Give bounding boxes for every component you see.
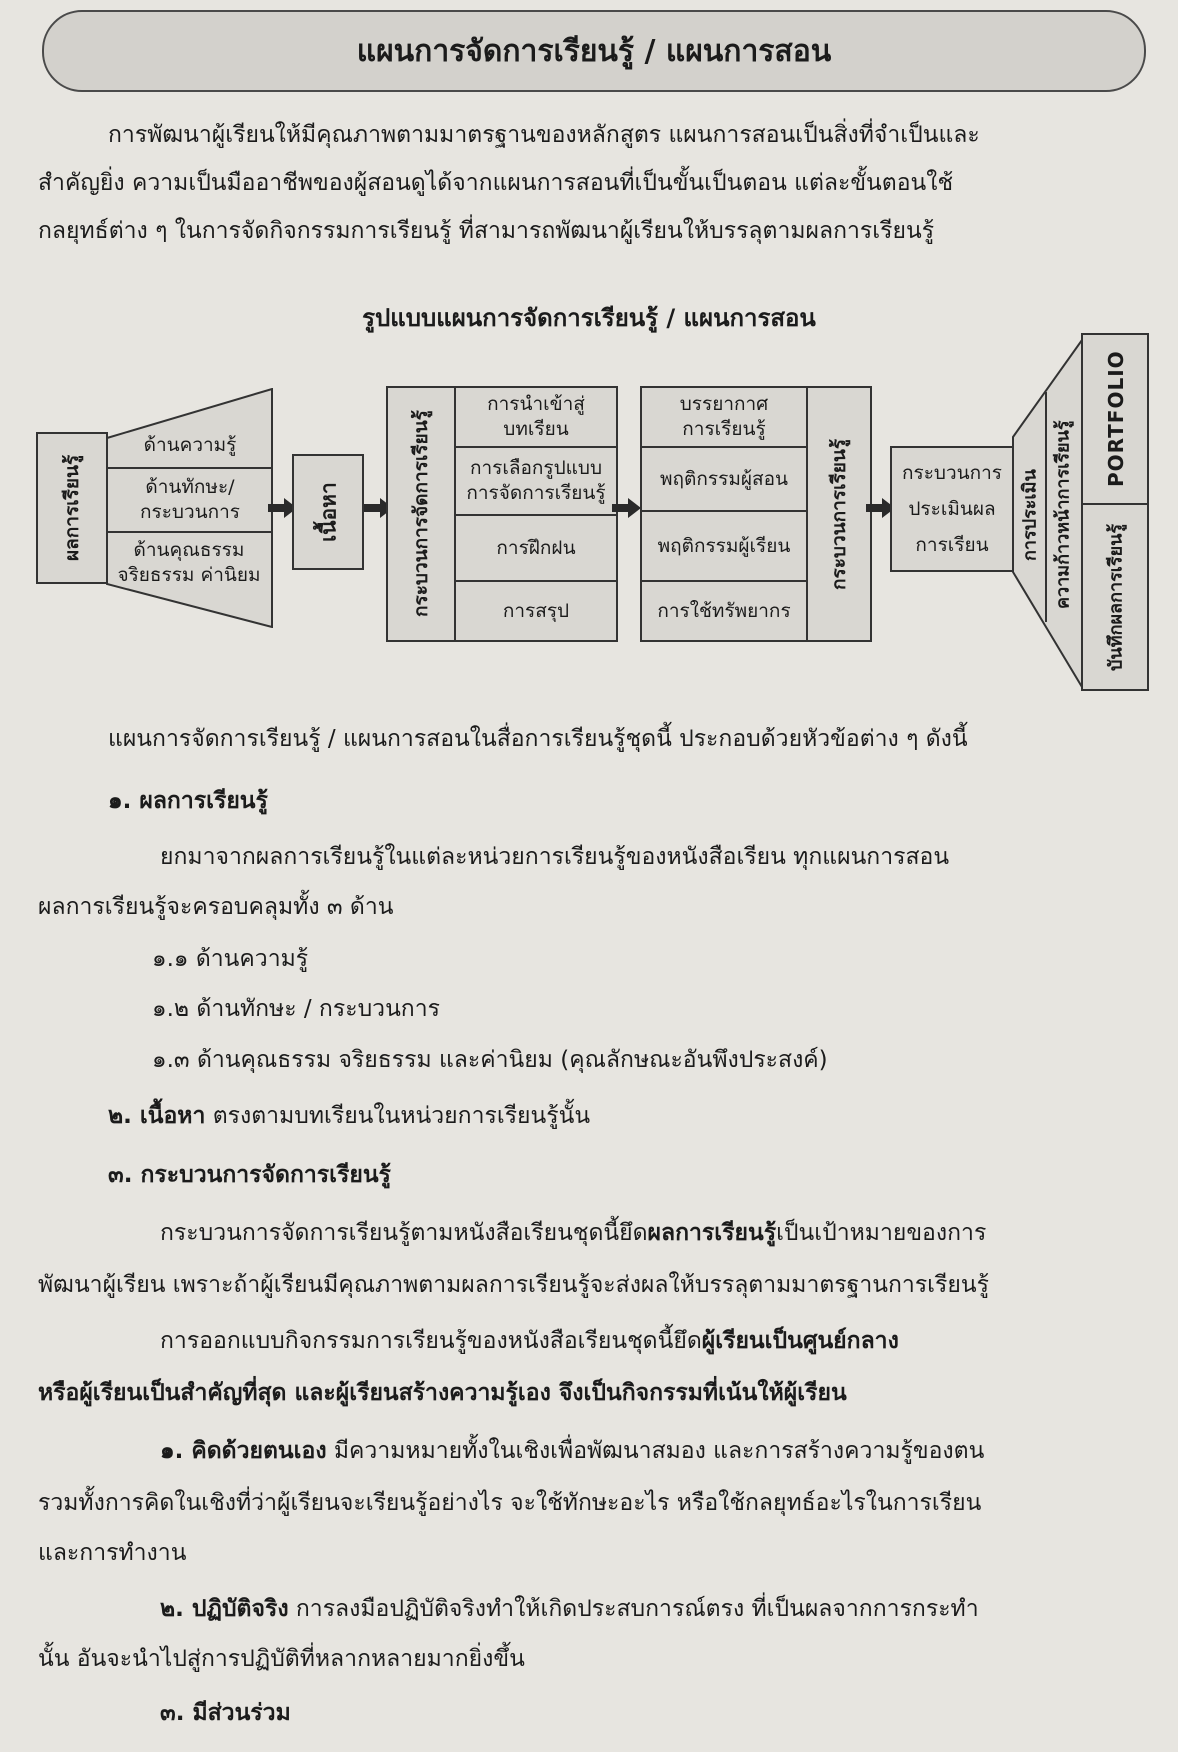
section-3-heading: ๓. กระบวนการจัดการเรียนรู้	[108, 1162, 391, 1188]
section-3-p1-line2: พัฒนาผู้เรียน เพราะถ้าผู้เรียนมีคุณภาพตามผลการเรียนรู้จะส่งผลให้บรรลุตามมาตรฐานการเรียนรู้	[38, 1272, 989, 1298]
page-title-box	[42, 10, 1146, 92]
progress-label: ความก้าวหน้าการเรียนรู้	[1052, 420, 1074, 610]
section-3-sub1-head: ๑. คิดด้วยตนเอง	[160, 1438, 327, 1464]
section-3-sub1-line3: และการทำงาน	[38, 1540, 187, 1566]
content-box	[292, 454, 364, 570]
outcome-skills: ด้านทักษะ/ กระบวนการ	[139, 476, 240, 523]
section-2-heading: ๒. เนื้อหา	[108, 1103, 206, 1129]
outcome-ethics: ด้านคุณธรรม จริยธรรม ค่านิยม	[117, 539, 261, 586]
learning-teacher-behavior: พฤติกรรมผู้สอน	[660, 467, 788, 490]
section-3-p2-a: การออกแบบกิจกรรมการเรียนรู้ของหนังสือเรียนชุดนี้ยึด	[160, 1328, 702, 1354]
section-3-p1-a: กระบวนการจัดการเรียนรู้ตามหนังสือเรียนชุดนี้ยึด	[160, 1220, 648, 1246]
learning-resources: การใช้ทรัพยากร	[657, 599, 791, 622]
outcome-knowledge: ด้านความรู้	[143, 433, 237, 456]
arrow-right-icon	[612, 498, 642, 518]
section-1-heading: ๑. ผลการเรียนรู้	[108, 788, 268, 814]
page-title: แผนการจัดการเรียนรู้ / แผนการสอน	[356, 33, 832, 69]
evaluation-label: กระบวนการ ประเมินผล การเรียน	[901, 462, 1002, 556]
section-3-sub2-head: ๒. ปฏิบัติจริง	[160, 1596, 289, 1622]
section-3-p2-line2: หรือผู้เรียนเป็นสำคัญที่สุด และผู้เรียนสร้างความรู้เอง จึงเป็นกิจกรรมที่เน้นให้ผู้เรียน	[38, 1380, 847, 1406]
section-3-sub1-text: มีความหมายทั้งในเชิงเพื่อพัฒนาสมอง และการสร้างความรู้ของตน	[326, 1438, 985, 1464]
evaluation-box	[890, 446, 1014, 572]
process-step-model: การเลือกรูปแบบ การจัดการเรียนรู้	[466, 457, 606, 504]
section-3-sub2-line2: นั้น อันจะนำไปสู่การปฏิบัติที่หลากหลายมากยิ่งขึ้น	[38, 1646, 525, 1672]
section-3-sub1-line2: รวมทั้งการคิดในเชิงที่ว่าผู้เรียนจะเรียนรู้อย่างไร จะใช้ทักษะอะไร หรือใช้กลยุทธ์อะไรในการเรียน	[38, 1490, 982, 1516]
outcomes-label-box	[36, 432, 108, 584]
section-3-sub3-head: ๓. มีส่วนร่วม	[160, 1700, 291, 1726]
record-label: บันทึกผลการเรียนรู้	[1105, 523, 1127, 671]
content-label: เนื้อหา	[316, 482, 341, 542]
section-1-text-2: ผลการเรียนรู้จะครอบคลุมทั้ง ๓ ด้าน	[38, 894, 394, 920]
section-1-item-1: ๑.๑ ด้านความรู้	[152, 946, 309, 972]
section-3-sub2-text: การลงมือปฏิบัติจริงทำให้เกิดประสบการณ์ตรง ที่เป็นผลจากการกระทำ	[288, 1596, 979, 1622]
intro-line-1: การพัฒนาผู้เรียนให้มีคุณภาพตามมาตรฐานของหลักสูตร แผนการสอนเป็นสิ่งที่จำเป็นและ	[108, 122, 980, 148]
section-1-item-2: ๑.๒ ด้านทักษะ / กระบวนการ	[152, 996, 440, 1022]
section-1-item-3: ๑.๓ ด้านคุณธรรม จริยธรรม และค่านิยม (คุณลักษณะอันพึงประสงค์)	[152, 1047, 828, 1073]
intro-line-2: สำคัญยิ่ง ความเป็นมืออาชีพของผู้สอนดูได้จากแผนการสอนที่เป็นขั้นเป็นตอน แต่ละขั้นตอนใช้	[38, 170, 954, 196]
process-step-summary: การสรุป	[502, 599, 570, 622]
section-3-p1-b: ผลการเรียนรู้	[647, 1220, 777, 1246]
assessment-label: การประเมิน	[1019, 469, 1041, 561]
intro-line-3: กลยุทธ์ต่าง ๆ ในการจัดกิจกรรมการเรียนรู้ ที่สามารถพัฒนาผู้เรียนให้บรรลุตามผลการเรียนรู้	[38, 218, 935, 244]
section-3-p2-line1	[160, 1326, 899, 1356]
section-3-p1-line1	[160, 1218, 986, 1248]
section-1-text-1: ยกมาจากผลการเรียนรู้ในแต่ละหน่วยการเรียนรู้ของหนังสือเรียน ทุกแผนการสอน	[160, 844, 950, 870]
composition-line: แผนการจัดการเรียนรู้ / แผนการสอนในสื่อการเรียนรู้ชุดนี้ ประกอบด้วยหัวข้อต่าง ๆ ดังนี้	[108, 726, 968, 752]
process-step-practice: การฝึกฝน	[496, 536, 576, 559]
section-3-sub2-line1	[160, 1594, 979, 1624]
diagram-title: รูปแบบแผนการจัดการเรียนรู้ / แผนการสอน	[362, 304, 816, 332]
process-label: กระบวนการจัดการเรียนรู้	[410, 410, 432, 618]
learning-atmosphere: บรรยากาศ การเรียนรู้	[679, 393, 769, 440]
portfolio-label: PORTFOLIO	[1104, 350, 1128, 488]
section-3-p1-c: เป็นเป้าหมายของการ	[776, 1220, 987, 1246]
section-3-p2-b: ผู้เรียนเป็นศูนย์กลาง	[701, 1328, 899, 1354]
process-step-intro: การนำเข้าสู่ บทเรียน	[487, 393, 585, 440]
learning-student-behavior: พฤติกรรมผู้เรียน	[657, 534, 791, 557]
section-2-line	[108, 1101, 590, 1131]
learning-process-label: กระบวนการเรียนรู้	[828, 438, 850, 590]
section-2-text: ตรงตามบทเรียนในหน่วยการเรียนรู้นั้น	[205, 1103, 591, 1129]
outcomes-label: ผลการเรียนรู้	[61, 454, 83, 562]
section-3-sub1-line1	[160, 1436, 984, 1466]
